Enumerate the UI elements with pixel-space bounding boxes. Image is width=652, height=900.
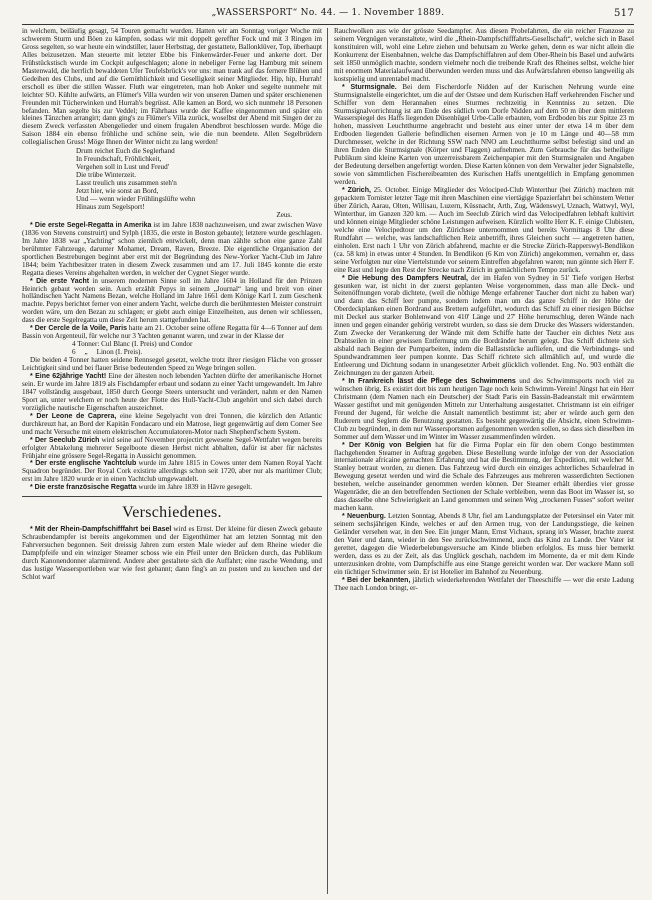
article [22, 278, 322, 326]
article-text: hatte am 21. October seine offene Regatta für 4—6 Tonner auf dem Bassin von Argenteuil, für welche nur 3 Yachten genannt waren, und zwar in der Klasse der [22, 324, 322, 341]
column-divider [327, 28, 328, 894]
article-text: Die beiden 4 Tonner hatten seidene Rennsegel gesetzt, welche trotz ihrer riesigen Fläche von grosser Leichtigkeit sind und bei flauer Brise bedeutenden Speed zu Wege bringen sollen. [22, 356, 322, 373]
poem-line: In Freundschaft, Fröhlichkeit, [76, 155, 162, 164]
running-title: „WASSERSPORT“ No. 44. — 1. November 1889. [211, 8, 445, 18]
left-column [22, 28, 322, 894]
section-divider [22, 496, 322, 497]
article-text: Eine der ältesten noch lebenden Yachten dürfte der amerikanische Hornet sein. Er wurde im Jahre 1819 als Fischdampfer erbaut und sodann zu einer Yacht umgewandelt. Im Jahre 1847 vollständig ausgebaut, 1850 durch George Steers untersucht und verändert, nahm er den Namen Sport an, unter welchem er noch heute der Flotte des Hull-Yacht-Club angehört und sich dabei durch vorzügliche nautische Eigenschaften auszeichnet. [22, 371, 322, 412]
article [22, 460, 322, 484]
article [334, 577, 634, 593]
poem-line: Vergehen soll in Lust und Freud' [76, 163, 169, 172]
poem-line: Die trübe Winterzeit. [76, 171, 137, 180]
article-text: jährlich wiederkehrenden Wettfahrt der Theeschiffe — wer die erste Ladung Thee nach London bringt, er- [334, 575, 634, 592]
regatta-entries [72, 341, 322, 357]
article [22, 325, 322, 341]
poem [76, 148, 322, 220]
article [334, 378, 634, 442]
article [334, 513, 634, 577]
poem-line: Lasst treulich uns zusammen steh'n [76, 179, 177, 188]
article [334, 84, 634, 187]
article-text: Letzten Sonntag, Abends 8 Uhr, fiel am Landungsplatze der Petersinsel ein Vater mit seinem sechsjährigen Kinde, welches er auf den Armen trug, von der Landungsstiege, die keinen Geländer versehen war, in den See. Ein junger Mann, Ernst Vichaux, sprang in's Wasser, brachte zuerst den Vater und dann, wieder in den See zurückschwimmend, auch das Kind zu Lande. Der Vater ist gerettet, dagegen die Wiederbelebungsversuche am Kinde blieben erfolglos. Es muss hier bemerkt werden, dass es zu der Zeit, als das Unglück geschah, nachdem im Momente, da er mit dem Kinde unterzusinken drohte, vom Dampfschiffe aus eine Stange gereicht worden war. Der wackere Mann soll ein tüchtiger Schwimmer sein. Er ist Hotelier im Bahnhof zu Neuenburg. [334, 512, 634, 576]
section-title: Verschiedenes. [122, 504, 222, 522]
poem-line: Drum reichet Euch die Seglerhand [76, 147, 175, 156]
article-text: wird es Ernst. Der kleine für diesen Zweck gebaute Schraubendampfer ist bereits angekommen und der Eigenthümer hat am letzten Sonntag mit den Fahrversuchen begonnen. Seit dreissig Jahren zum ersten Male wieder auf dem Rheine wieder die Dampfpfeife und ein winziger Steamer schoss wie ein Pfeil unter den Brücken durch, das Publikum durch Kanonendonner alarmirend. Andere aber gestaltete sich die Auffahrt; eine rasche Wendung, und das lustige Wassersportleben war wie fest gebannt; dann fing's an zu pusten und zu keuchen und der Schlot warf [22, 525, 322, 581]
article-heading: * Die erste Yacht [30, 277, 90, 285]
right-column [334, 28, 634, 894]
page-number: 517 [614, 8, 634, 19]
article-heading: * In Frankreich lässt die Pflege des Schwimmens [342, 377, 516, 385]
article-text: 25. October. Einige Mitglieder des Velociped-Club Winterthur (bei Zürich) machten mit gepacktem Tornister letzter Tage mit ihren Maschinen eine viertägige Spazierfahrt bei schönstem Wetter über Zürich, Aarau, Olten, Willisau, Luzern, Küssnacht, Arth, Zug, Wädenswyl, Uznach, Wattwyl, Wyl, Winterthur, im Ganzen 320 km. — Auch im Seeclub Zürich wird das Velocipedfahren lebhaft kultivirt und können einige Mitglieder schöne Leistungen aufweisen. Kürzlich wollte Herr K. F. einige Clubisten, welche eine Velocipedtour um den Zürichsee unternommen und bereits Vormittags 8 Uhr diese Rundfahrt — welche, was landschaftlichen Reiz anbetrifft, ihres Gleichen sucht — angetreten hatten, einholen. Erst nach 1 Uhr von Zürich abfahrend, machte er die Strecke Zürich-Rapperswyl-Bendlikon (ca. 58 km) in etwas unter 4 Stunden. In Bendlikon (6 Km von Zürich) angekommen, vernahm er, dass seine Verfolgten nur eine Viertelstunde vor seinem Eintreffen abgefahren waren; nun gönnte sich Herr F. eine Rast und legte den Rest der Strecke nach Zürich in gemächlichem Tempo zurück. [334, 186, 634, 274]
article [22, 373, 322, 413]
article-heading: * Neuenburg. [342, 513, 386, 521]
article-text: in welchem, beiläufig gesagt, 54 Touren gemacht wurden. Hatten wir am Sonntag voriger Woche mit schwerem Sturm und Böen zu kämpfen, sodass wir mit doppelt gereffter Fock und mit 3 Ringen im Gross segelten, so war heute ein windstiller, lauer Herbsttag, der gestattete, Ballonklüver, Top, überhaupt Alles beizusetzen. Man steuerte mit letzter Ebbe bis Finkenwärder-Feuer und ankerte dort. Der Frühstückstisch wurde im Cockpit aufgeschlagen; alone in nebeliger Ferne lag Hamburg mit seinem Mastenwald, die herrlich bewaldeten Ufer Teufelsbrück's vor uns: man trank auf das fernere Blühen und Gedeihen des Clubs, und auf die Gemüthlichkeit und Geselligkeit seiner Mitglieder. Hip, hip, Hurrah! erscholl es über die stillen Wasser. Fluth war eingetreten, man hob Anker und segelte nunmehr mit leichter SO. Kühlte aufwärts, an Flümer's Villa wurden wir von unseren Damen und später erschienenen Freunden mit Tücherwinken und Hurrah's begrüsst. Alle kamen an Bord, wo sich nunmehr 18 Personen befanden. Man segelte bis zur Veddel; im Fährhaus wurde der Kaffee eingenommen und später ein kleines Tänzchen arrangirt; dann ging's zu Flümer's Villa zurück, woselbst der Abend mit Singen der zu diesem Zweck verfassten Abengelieder und einem frugalen Abendbrot beschlossen wurde. Möge die Saison 1884 ein ebenso fröhliche und schöne sein, wie die nun beendete. Allen Segelbrüdern collegialischen Gruss! Möge Ihnen der Winter nicht zu lang werden! [22, 28, 322, 147]
article-text: wird seine auf November projectirt gewesene Segel-Wettfahrt wegen bereits erfolgter Abtakelung mehrerer Segelboote diesen Herbst nicht abhalten, dafür ist aber für nächstes Frühjahr eine grössere Segel-Regatta in Aussicht genommen. [22, 435, 322, 460]
article-heading: * Mit der Rhein-Dampfschifffahrt bei Basel [30, 526, 172, 534]
poem-line: Hinaus zum Segelsport! [76, 202, 145, 211]
article-heading: * Der Seeclub Zürich [30, 436, 100, 444]
article [22, 437, 322, 461]
article-heading: * Der erste englische Yachtclub [30, 460, 137, 468]
article-heading: * Der Cercle de la Voile, Paris [30, 325, 127, 333]
poem-signature: Zeus. [276, 210, 292, 219]
article [22, 526, 322, 582]
article [22, 484, 322, 492]
article-text: Bei dem Fischerdorfe Nidden auf der Kurischen Nehrung wurde eine Sturmsignalstelle eingerichtet, um die auf der Ostsee und dem Kurischen Haff verkehrenden Fischer und Schiffer von dem Herannahen eines Sturmes rechtzeitig in Kenntniss zu setzen. Die Sturmsignalvorrichtung ist am Ende des südlich vom Dorfe Nidden auf dem 50 m über dem mittleren Wasserspiegel des Haffs liegenden Düsenhügel Urbe-Calle erbauten, vom Erdboden bis zur Spitze 23 m hohen, massiven Leuchtthurme angebracht und besteht aus einer unter der etwa 14 m über dem Erdboden liegenden Gallerie befindlichen eisernen Armen von je 10 m Länge und 40—58 mm Durchmesser, welche in der Richtung SSW nach NNO am Leuchtthurme selbst befestigt sind und an ihren Enden die Sturmsignale (Körper und Flaggen) aufnehmen. Zum Gebrauche für das betheiligte Publikum sind kleine Karten von unzerreissbarem Zeichenpapier mit den Sturmsignalen und Angaben der Bedeutung derselben angefertigt worden. Diese Karten können von dem Verwalter jeder Signalstelle, sowie von sämmtlichen Fischereibeamten des Kurischen Haffs unentgeltlich in Empfang genommen werden. [334, 82, 634, 187]
article-text: eine kleine Segelyacht von drei Tonnen, die kürzlich den Atlantic durchkreuzt hat, an Bord der Kapitän Fondacaro und ein Matrose, liegt gegenwärtig auf dem Comer See und macht Versuche mit einem elektrischen Accumulatoren-Motor nach Shepherd'schem System. [22, 411, 322, 436]
article-text: in unserem modernen Sinne soll im Jahre 1604 in Holland für den Prinzen Heinrich gebaut worden sein. Auch erzählt Pepys in seinem „Journal“ lang und breit von einer holländischen Yacht Namens Bezan, welche Holland im Jahre 1661 dem Könige Karl I. zum Geschenk machte. Pepys berichtet ferner von einer andern Yacht, welche durch die berühmtesten Meister construirt worden wäre, um den Bezan zu schlagen; er giebt auch einige Einzelheiten, aus denen wir schliessen, dass die erste Segelregatta um diese Zeit herum stattgefunden hat. [22, 276, 322, 325]
article [22, 222, 322, 278]
article-heading: * Der Leone de Caprera, [30, 412, 117, 420]
entry-line: 6 „ Linon (I. Preis). [72, 348, 143, 357]
article-text: der im Hafen von Sydney in 51' Tiefe vorigen Herbst gesunken war, ist nicht in der zuerst geplanten Weise vorgenommen, dass man alle Deck- und Seitenöffnungen vorab dichtete, (weil die nöthige Menge erfahrener Taucher dort nicht zu haben war) und dann das Schiff leer pumpte, sondern indem man um das ganze Schiff in der Höhe der Oberdeckplanken einen Bordrand aus Brettern aufgeführt, wodurch das Schiff zu einer riesigen Büchse mit Deckel aus starker Bohlenwand von 410' Länge und 27' Höhe herumschlug, deren Wände nach innen und gegen einander gehörig verstrebt wurden, so dass sie dem Drucke des Wassers widerstanden. Zum Zwecke der Verankerung der Wände mit dem Schiffe hatte der Taucher ein dichtes Netz aus Drahtseilen in einer gewissen Entfernung um die Bordränder herum gelegt. Das Schiff dichtete sich alsbald nach Beginn der Pumparbeiten, indem die Ballaststücke aufliefen, und die Verbindungs- und Spundwandrammen leer pumpen konnte. Das Schiff richtete sich allmählich auf, und wurde die Entleerung und Dichtung sodann in unangesetzter Arbeit glücklich vollendet. Eng. No. 903 enthält die Zeichnungen zu der ganzen Arbeit. [334, 273, 634, 377]
article-heading: * Der König von Belgien [342, 441, 432, 449]
article [334, 187, 634, 274]
article [334, 275, 634, 378]
article-text: wurde im Jahre 1815 in Cowes unter dem Namen Royal Yacht Squadron begründet. Der Royal Cork existirte allerdings schon seit 1720, aber nur als maritimer Club; erst im Jahre 1820 wurde er in einen Yachtclub umgewandelt. [22, 459, 322, 484]
poem-line: Jetzt hier, wie sonst an Bord, [76, 187, 159, 196]
article-heading: * Die erste französische Regatta [30, 484, 137, 492]
entry-line: 4 Tonner: Cul Blanc (I. Preis) und Condor [72, 340, 193, 349]
article-text: ist im Jahre 1838 nachzuweisen, und zwar zwischen Wave (1836 von Stevens construirt) und Sylph (1835, die erste in Boston gebaute); letztere wurde geschlagen. Im Jahre 1838 war „Yachting“ schon ziemlich entwickelt, denn man zählte schon eine ganze Zahl berühmter Fahrzeuge, darunter Mohamet, Dream, Raven, Breeze. Die eigentliche Organisation der sportlichen Bestrebungen beginnt aber erst mit der Begründung des New-Yorker Yacht-Club im Jahre 1844; beim Yachtbesitzer traten in diesem Zweck zusammen und am 17. Juli 1845 konnte die erste Regatta dieses Vereins abgehalten werden, in welcher der Cygnet Sieger wurde. [22, 220, 322, 277]
article-heading: * Sturmsignale. [342, 83, 397, 91]
article-text: und des Schwimmsports noch viel zu wünschen übrig. Es existirt dort bis zum heutigen Tage noch kein Schwimm-Verein! Jüngst hat ein Herr Christmann (dem Namen nach ein Deutscher) der Stadt Paris ein Bassin-Badeanstalt mit erwärmtem Wasser gestiftet und mit genügenden Mitteln zur Unterhaltung ausgestattet. Christmann ist ein eifriger Freund der Jugend, für welche die Anstalt namentlich bestimmt ist; aber er würde auch gern den Ruderern und Seglern die Benutzung gestatten. Es besteht gegenwärtig die Absicht, einen Schwimm-Club zu begründen, in dem nur Wassersportsmen aufgenommen werden sollen, so dass sich dieselben im Sommer auf dem Wasser und im Winter im Wasser zusammenfinden würden. [334, 376, 634, 441]
header-rule [22, 24, 634, 25]
article-heading: * Zürich, [342, 187, 371, 195]
article-heading: * Die erste Segel-Regatta in Amerika [30, 221, 152, 229]
article-heading: * Bei der bekannten, [342, 576, 411, 584]
article-text: Rauchwolken aus wie der grösste Seedampfer. Aus diesen Probefahrten, die ein reicher Franzose zu seinem Vergnügen veranstaltete, wird die „Rhein-Dampfschifffahrts-Gesellschaft“, welche sich in Basel konstituiren will, wohl eine Lehre ziehen und behutsam zu Werke gehen, denn es war nicht allein die Konkurrenz der Eisenbahnen, welche das Dampfschiffahren auf dem Ober-Rhein bis Basel und aufwärts seit 1850 unmöglich machte, sondern vielmehr noch die treibende Kraft des Rheines selbst, welche hier mit enormem Materialaufwand überwunden werden muss und das Aufwärtsfahren ebenso langweilig als kostspielig und unrentabel macht. [334, 28, 634, 83]
poem-line: Und — wenn wieder Frühlingslüfte wehn [76, 195, 196, 204]
article [334, 442, 634, 514]
article-heading: * Die Hebung des Dampfers Neutral, [342, 274, 468, 282]
running-header [22, 8, 634, 22]
article [22, 413, 322, 437]
article-heading: * Eine 62jährige Yacht! [30, 372, 107, 380]
article-text: hat für die Firma Poplar ein für den obern Congo bestimmten flachgehenden Steamer in Auftrag gegeben. Diese Bestellung wurde infolge der von der Association internationale africaine gemachten Erfahrung und hat die Bestimmung, der Expedition, mit welcher M. Stanley betraut worden, zu dienen. Das Fahrzeug wird durch ein einziges achterliches Schaufelrad in Bewegung gesetzt werden und wird die Schale des Fahrzeuges aus mehreren wasserdichten Sectionen bestehen, welche auseinander genommen werden können. Der Steamer erhält überdies vier grosse Wagenräder, die an den betreffenden Sectionen der Schale verbleiben, wenn das Boot im Wasser ist, so dass dasselbe ohne Schwierigkeit an Land genommen und seinen Weg „trockenen Fusses“ sofort weiter machen kann. [334, 440, 634, 513]
article-text: wurde im Jahre 1839 in Hâvre gesegelt. [136, 483, 253, 492]
